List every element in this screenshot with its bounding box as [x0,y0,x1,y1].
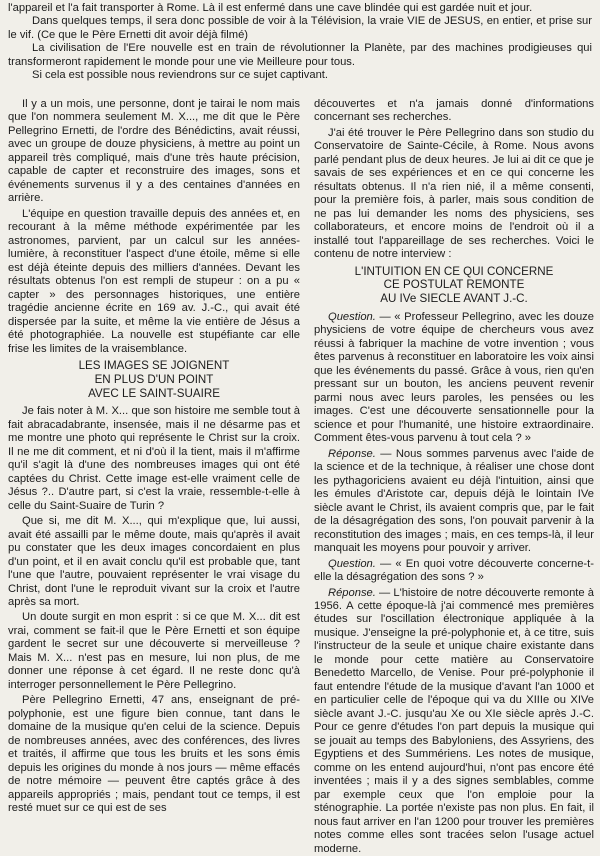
body-paragraph: Il y a un mois, une personne, dont je tairai le nom mais que l'on nommera seulement M. X..., me dit que le Père Pellegrino Ernetti, de l'ordre des Bénédictins, avait réussi, avec un groupe de douze physiciens, à mettre au point un appareil très compliqué, mais d'une très haute précision, capable de capter et reconstruire des images, sons et événements survenus il y a des centaines d'années en arrière. [8,98,300,205]
intro-paragraph-3: La civilisation de l'Ere nouvelle est en train de révolutionner la Planète, par des machines prodigieuses qui transformeront rapidement le monde pour une vie Meilleure pour tous. [8,42,592,68]
interview-paragraph [314,587,594,856]
intro-paragraph-1: l'appareil et l'a fait transporter à Rome. Là il est enfermé dans une cave blindée qui est gardée nuit et jour. [8,2,533,14]
body-paragraph: Que si, me dit M. X..., qui m'explique que, lui aussi, avait été assailli par le même doute, mais qu'après il avait pu constater que les deux images concordaient en plus d'un point, et il en avait conclu qu'il est probable que, tant l'une que l'autre, pouvaient représenter le vrai visage du Christ, dont l'une le reproduit vivant sur la croix et l'autre après sa mort. [8,515,300,608]
left-column [8,98,300,846]
right-column [314,98,594,855]
section-heading-line: AVEC LE SAINT-SUAIRE [88,386,220,400]
body-paragraph: Un doute surgit en mon esprit : si ce que M. X... dit est vrai, comment se fait-il que le Père Ernetti et son équipe gardent le secret sur une découverte si merveilleuse ? Mais M. X... n'est pas en mesure, lui non plus, de me donner une réponse à cet égard. Il ne reste donc qu'à interroger personnellement le Père Pellegrino. [8,611,300,691]
section-heading-line: L'INTUITION EN CE QUI CONCERNE [354,264,554,278]
section-heading-line: LES IMAGES SE JOIGNENT [78,359,230,373]
interview-paragraph [314,311,594,446]
intro-paragraph-4: Si cela est possible nous reviendrons sur ce sujet captivant. [32,69,329,82]
interview-paragraph [314,558,594,585]
interview-label: Réponse. [328,447,376,460]
interview-label: Réponse. [328,586,376,599]
section-heading [8,359,300,400]
interview-text: — « En quoi votre découverte concerne-t-elle la désagrégation des sons ? » [314,557,594,584]
interview-label: Question. [328,310,376,323]
body-paragraph: L'équipe en question travaille depuis des années et, en recourant à la même méthode expérimentée par les astronomes, parvient, par un calcul sur les années-lumière, à reconstituer l'aspect d'une étoile, même si elle est déjà éteinte depuis des milliers d'années. Devant les résultats obtenus l'on est rempli de stupeur : on a pu « capter » des personnages historiques, une entière tragédie ancienne écrite en 169 av. J.-C., qui avait été dispersée par la suite, et même la vie entière de Jésus a été photographiée. La nouvelle est stupéfiante car elle frise les limites de la vraisemblance. [8,207,300,355]
intro-paragraph-2: Dans quelques temps, il sera donc possible de voir à la Télévision, la vraie VIE de JESUS, en entier, et prise sur le vif. (Ce que le Père Ernetti dit avoir déjà filmé) [8,15,592,41]
body-paragraph: Père Pellegrino Ernetti, 47 ans, enseignant de pré-polyphonie, est une figure bien connue, tant dans le domaine de la musique qu'en celui de la science. Depuis de nombreuses années, avec des conférences, des livres et traités, il affirme que tous les bruits et les sons émis depuis les origines du monde à nos jours — même effacés de notre mémoire — peuvent être captés grâce à des appareils appropriés ; mais, pendant tout ce temps, il est resté muet sur ce qui est de ses [8,694,300,815]
interview-text: — Nous sommes parvenus avec l'aide de la science et de la technique, à réaliser une chose dont les pythagoriciens avaient eu déjà l'intuition, ainsi que les émules d'Aristote car, depuis déjà le lointain IVe siècle avant le Christ, ils avaient compris que, par le fait de la désagrégation des sons, l'on pouvait parvenir à la reconstitution des images ; mais, en ces temps-là, il leur manquait les moyens pour pouvoir y arriver. [314,447,594,555]
body-paragraph: découvertes et n'a jamais donné d'informations concernant ses recherches. [314,98,594,124]
section-heading [314,265,594,306]
interview-label: Question. [328,557,376,570]
body-paragraph: Je fais noter à M. X... que son histoire me semble tout à fait abracadabrante, insensée, mais il ne désarme pas et me montre une photo qui représente le Christ sur la croix. Il ne me dit comment, et ni d'où il la tient, mais il m'affirme qu'il s'agit là d'une des nombreuses images qui ont été captées du Christ. Cette image est-elle vraiment celle de Jésus ?.. D'autre part, si c'est la vraie, ressemble-t-elle à celle du Saint-Suaire de Turin ? [8,405,300,512]
section-heading-line: EN PLUS D'UN POINT [94,372,214,386]
section-heading-line: AU IVe SIECLE AVANT J.-C. [380,292,528,306]
interview-text: — L'histoire de notre découverte remonte à 1956. A cette époque-là j'ai commencé mes premières études sur l'oscillation électronique appliquée à la musique. J'enseigne la pré-polyphonie et, à ce titre, suis l'instructeur de la seule et unique chaire existante dans le monde pour cette matière au Conservatoire Benedetto Marcello, de Venise. Pour pré-polyphonie il faut entendre l'étude de la musique d'avant l'an 1000 et en particulier celle de l'époque qui va du XIIIe ou XIVe siècle avant J.-C. jusqu'au Xe ou XIe siècle après J.-C. Pour ce genre d'études l'on part depuis la musique qui se jouait au temps des Babyloniens, des Assyriens, des Egyptiens et des Summériens. Les notes de musique, comme on les entend aujourd'hui, n'ont pas encore été inventées ; mais il y a des signes semblables, comme par exemple ceux que l'on emploie pour la sténographie. La portée n'existe pas non plus. En fait, il nous faut arriver en l'an 1200 pour trouver les premières notes comme elles sont tracées selon l'usage actuel moderne. [314,586,594,855]
section-heading-line: CE POSTULAT REMONTE [383,278,525,292]
interview-paragraph [314,448,594,556]
interview-text: — « Professeur Pellegrino, avec les douze physiciens de votre équipe de chercheurs vous avez réussi à fabriquer la machine de votre invention ; vous êtes parvenus à reconstituer en laboratoire les voix ainsi que les événements du passé. Grâce à vous, rien qu'en pressant sur un bouton, les anciens peuvent revenir parmi nous avec leurs paroles, les pensées ou les images. C'est une découverte sensationnelle pour la science et pour l'humanité, une histoire extraordinaire. Comment êtes-vous parvenu à tout cela ? » [314,310,594,445]
intro-block [8,2,592,83]
body-paragraph: J'ai été trouver le Père Pellegrino dans son studio du Conservatoire de Sainte-Cécile, à Rome. Nous avons parlé pendant plus de deux heures. Je lui ai dit ce que je savais de ses expériences et en ce qui concerne les résultats obtenus. Il n'a rien nié, il a même consenti, pour la première fois, à parler, mais sous condition de ne pas lui demander les noms des physiciens, ses collaborateurs, et encore moins de l'endroit où il a installé tout l'appareillage de ses recherches. Voici le contenu de notre interview : [314,126,594,261]
